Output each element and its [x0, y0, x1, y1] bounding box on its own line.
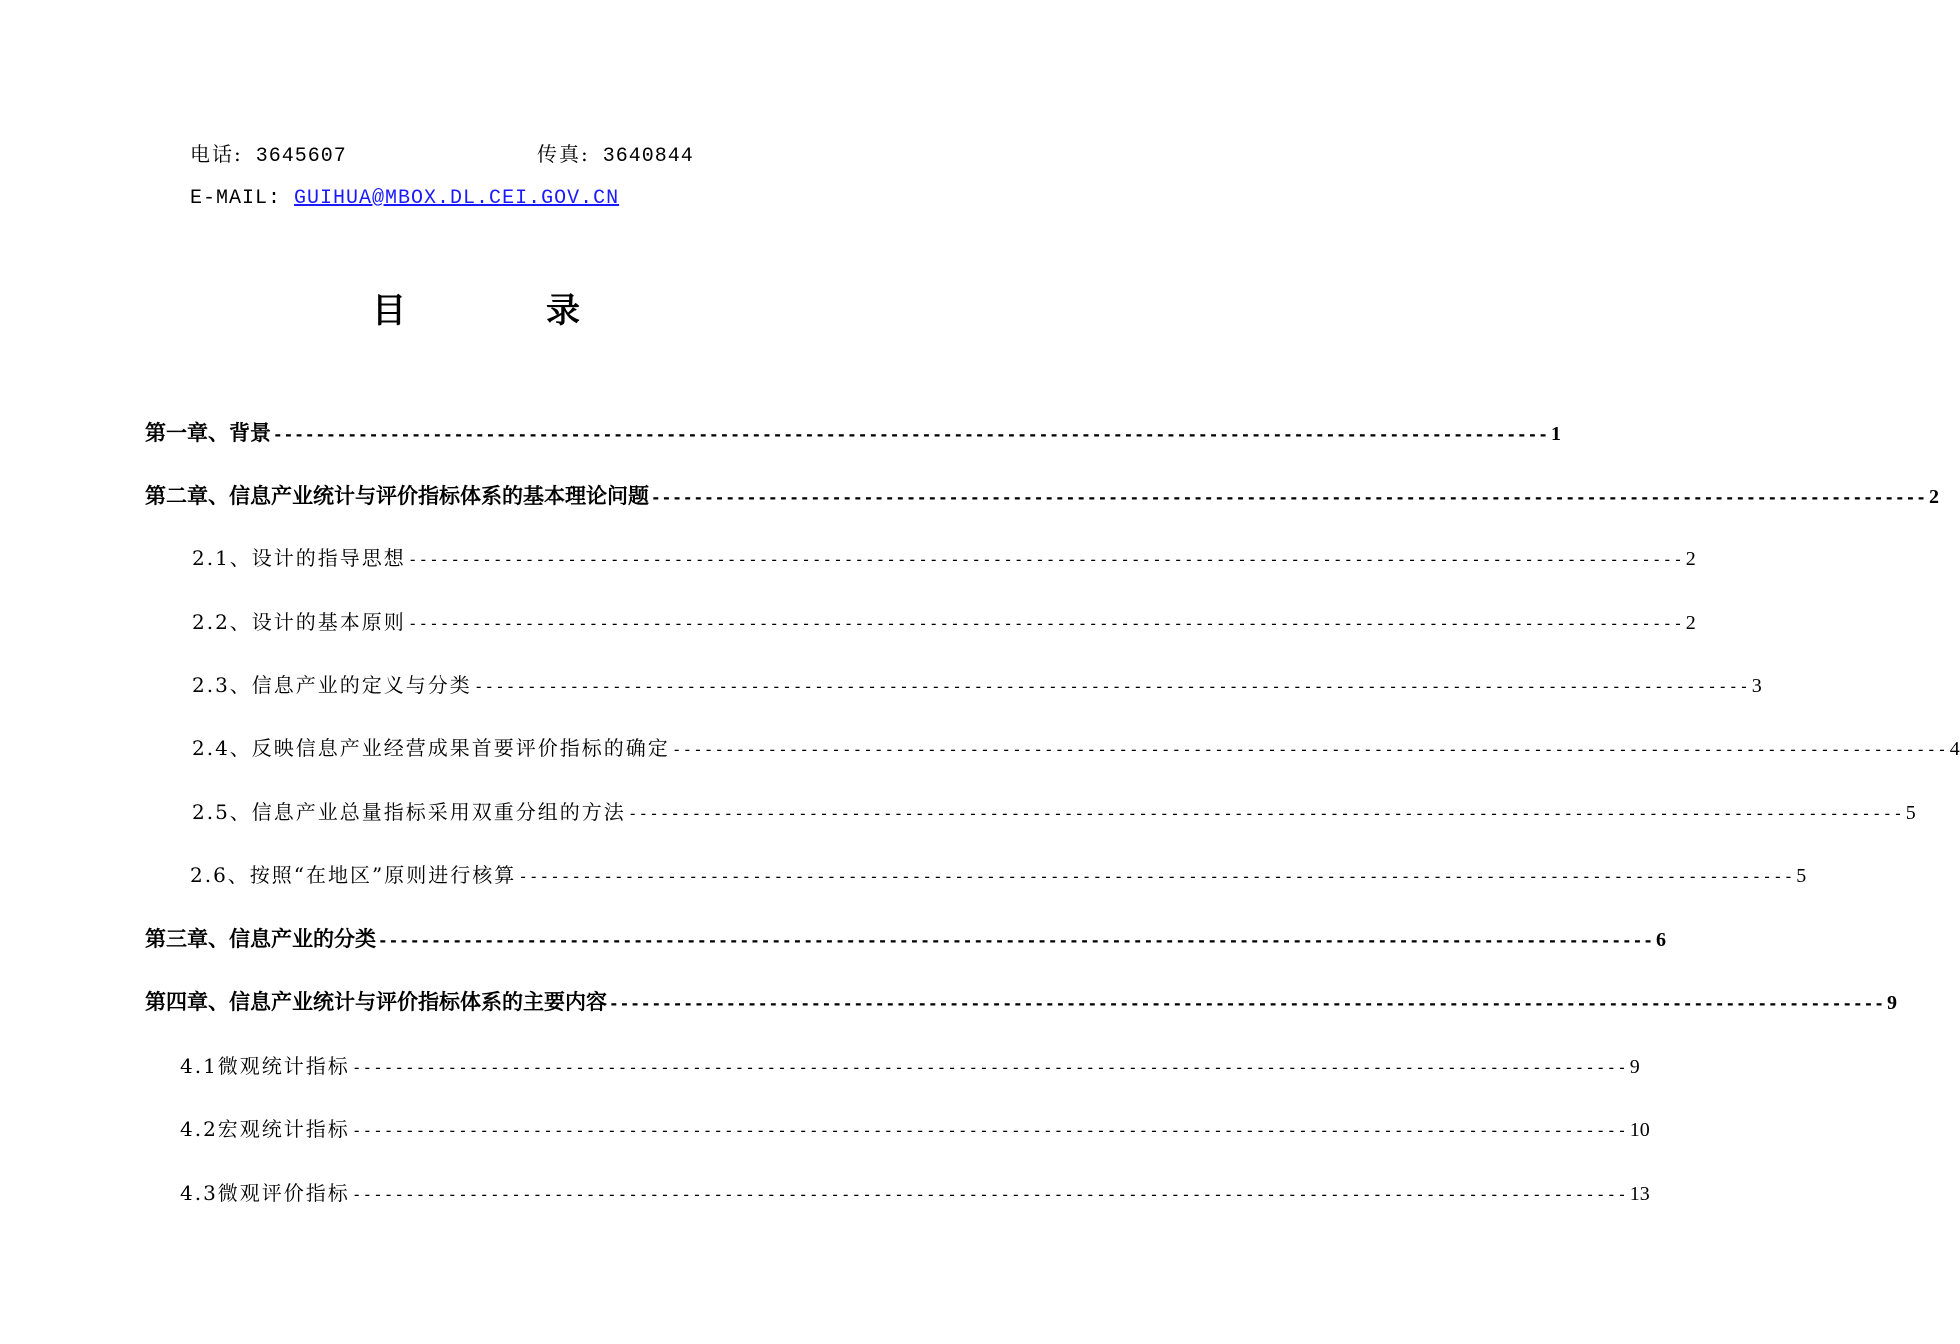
toc-title-char-1: 目 [372, 291, 406, 331]
toc-entry-label: 2.6、按照“在地区”原则进行核算 [190, 863, 517, 887]
toc-entry-label: 2.1、设计的指导思想 [192, 546, 406, 570]
toc-leader: ------------------------------------------------------------------------------------------------------------------------ [627, 804, 1904, 823]
toc-page-number: 5 [1796, 865, 1807, 887]
toc-entry-label: 2.2、设计的基本原则 [192, 610, 406, 634]
telephone-number: 3645607 [255, 145, 347, 168]
toc-entry-section-2-1[interactable] [192, 541, 1696, 575]
toc-entry-chapter-3[interactable] [145, 922, 1666, 956]
telephone-label: 电话: [190, 142, 243, 166]
toc-page-number: 9 [1629, 1056, 1640, 1078]
toc-entry-label: 第三章、信息产业的分类 [145, 927, 376, 951]
email-label: E-MAIL: [190, 187, 282, 210]
toc-page-number: 2 [1928, 486, 1939, 508]
toc-leader: ------------------------------------------------------------------------------------------------------------------------ [609, 994, 1885, 1013]
toc-entry-label: 第四章、信息产业统计与评价指标体系的主要内容 [145, 990, 607, 1014]
toc-page-number: 9 [1886, 992, 1897, 1014]
toc-leader: ------------------------------------------------------------------------------------------------------------------------ [273, 425, 1549, 444]
email-line [190, 187, 619, 210]
toc-leader: ------------------------------------------------------------------------------------------------------------------------ [351, 1058, 1628, 1077]
fax-line [537, 138, 694, 168]
toc-leader: ------------------------------------------------------------------------------------------------------------------------ [473, 677, 1750, 696]
toc-page-number: 5 [1905, 802, 1916, 824]
toc-leader: ------------------------------------------------------------------------------------------------------------------------ [351, 1185, 1628, 1204]
toc-entry-label: 4.2宏观统计指标 [180, 1117, 350, 1141]
toc-entry-section-2-2[interactable] [192, 605, 1696, 639]
toc-entry-label: 4.1微观统计指标 [180, 1054, 350, 1078]
toc-page-number: 10 [1629, 1119, 1650, 1141]
toc-title-char-2: 录 [546, 291, 580, 331]
telephone-line [190, 138, 347, 168]
toc-entry-chapter-2[interactable] [145, 479, 1939, 513]
toc-entry-section-2-3[interactable] [192, 668, 1762, 702]
toc-entry-label: 第一章、背景 [145, 421, 271, 445]
toc-leader: ------------------------------------------------------------------------------------------------------------------------ [518, 867, 1795, 886]
toc-page-number: 6 [1655, 929, 1666, 951]
toc-page-number: 2 [1685, 548, 1696, 570]
fax-label: 传真: [537, 142, 590, 166]
toc-entry-chapter-1[interactable] [145, 416, 1561, 450]
toc-page-number: 4 [1949, 738, 1960, 760]
toc-leader: ------------------------------------------------------------------------------------------------------------------------ [378, 931, 1654, 950]
toc-entry-label: 第二章、信息产业统计与评价指标体系的基本理论问题 [145, 484, 649, 508]
toc-entry-section-4-2[interactable] [180, 1112, 1650, 1146]
toc-leader: ------------------------------------------------------------------------------------------------------------------------ [651, 488, 1927, 507]
toc-entry-label: 2.5、信息产业总量指标采用双重分组的方法 [192, 800, 626, 824]
toc-entry-label: 4.3微观评价指标 [180, 1181, 350, 1205]
toc-entry-label: 2.4、反映信息产业经营成果首要评价指标的确定 [192, 736, 670, 760]
fax-number: 3640844 [602, 145, 694, 168]
toc-entry-chapter-4[interactable] [145, 985, 1897, 1019]
toc-entry-label: 2.3、信息产业的定义与分类 [192, 673, 472, 697]
toc-entry-section-4-1[interactable] [180, 1049, 1640, 1083]
toc-page-number: 13 [1629, 1183, 1650, 1205]
toc-entry-section-2-5[interactable] [192, 795, 1916, 829]
toc-page-number: 1 [1550, 423, 1561, 445]
toc-page-number: 3 [1751, 675, 1762, 697]
toc-leader: ------------------------------------------------------------------------------------------------------------------------ [351, 1121, 1628, 1140]
toc-leader: ------------------------------------------------------------------------------------------------------------------------ [671, 740, 1948, 759]
toc-leader: ------------------------------------------------------------------------------------------------------------------------ [407, 614, 1684, 633]
email-link[interactable]: GUIHUA@MBOX.DL.CEI.GOV.CN [294, 187, 620, 210]
toc-leader: ------------------------------------------------------------------------------------------------------------------------ [407, 550, 1684, 569]
toc-entry-section-2-4[interactable] [192, 731, 1960, 765]
toc-entry-section-2-6[interactable] [190, 858, 1807, 892]
toc-entry-section-4-3[interactable] [180, 1176, 1650, 1210]
toc-page-number: 2 [1685, 612, 1696, 634]
